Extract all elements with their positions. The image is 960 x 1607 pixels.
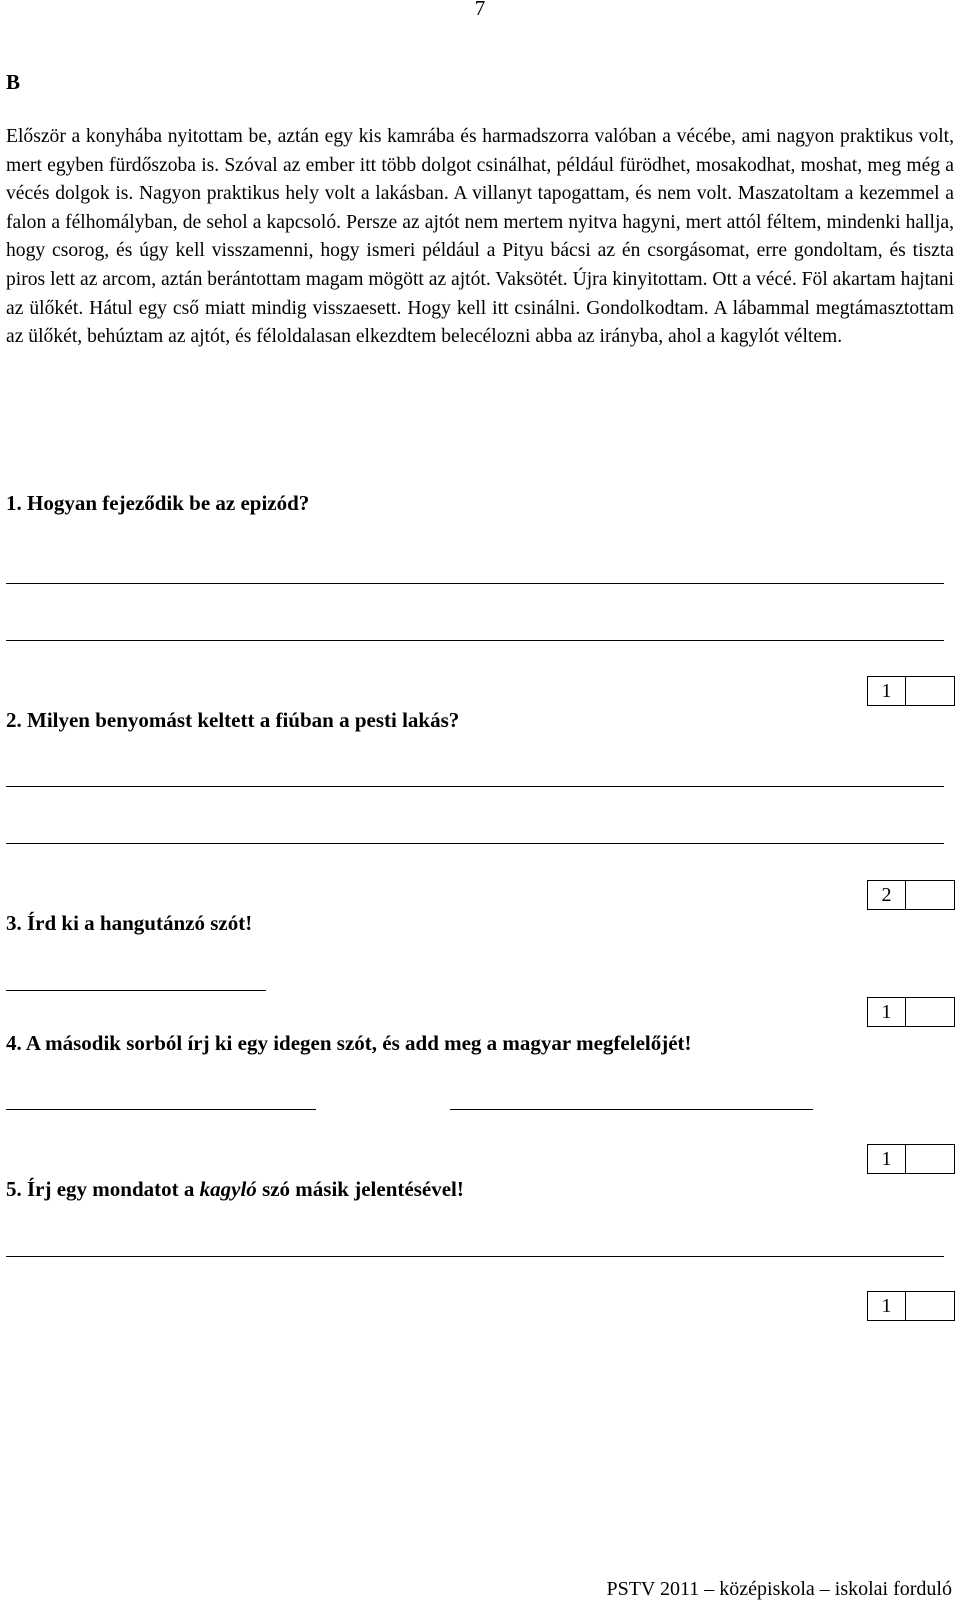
question-1: 1. Hogyan fejeződik be az epizód? [6,491,310,515]
answer-line[interactable] [6,640,944,641]
page-number: 7 [474,0,486,20]
question-4: 4. A második sorból írj ki egy idegen szót, és add meg a magyar megfelelőjét! [6,1031,692,1055]
score-field[interactable] [906,677,954,705]
max-points: 1 [868,1145,906,1173]
score-field[interactable] [906,1145,954,1173]
score-field[interactable] [906,998,954,1026]
max-points: 1 [868,677,906,705]
question-5 [6,1177,464,1202]
score-field[interactable] [906,1292,954,1320]
answer-line[interactable] [6,990,266,991]
answer-line[interactable] [6,786,944,787]
question-5-text: 5. Írj egy mondatot a [6,1177,200,1201]
answer-line[interactable] [6,583,944,584]
question-2: 2. Milyen benyomást keltett a fiúban a pesti lakás? [6,708,460,732]
answer-line[interactable] [6,1256,944,1257]
section-title: B [6,70,21,94]
answer-line[interactable] [6,843,944,844]
max-points: 2 [868,881,906,909]
score-box [867,997,955,1027]
answer-line-foreign-word[interactable] [6,1109,316,1110]
score-box [867,1144,955,1174]
score-box [867,676,955,706]
score-box [867,1291,955,1321]
max-points: 1 [868,1292,906,1320]
score-field[interactable] [906,881,954,909]
question-5-text: szó másik jelentésével! [256,1177,464,1201]
question-5-italic-word: kagyló [199,1177,257,1201]
reading-passage: Először a konyhába nyitottam be, aztán egy kis kamrába és harmadszorra valóban a vécébe, ami nagyon praktikus volt, mert egyben fürdőszoba is. Szóval az ember itt több dolgot csinálhat, például fürödhet, mosakodhat, moshat, meg még a vécés dolgok is. Nagyon praktikus hely volt a lakásban. A villanyt tapogattam, és nem volt. Maszatoltam a kezemmel a falon a félhomályban, de sehol a kapcsoló. Persze az ajtót nem mertem nyitva hagyni, mert attól féltem, mindenki hallja, hogy csorog, és úgy kell visszamenni, hogy ismeri például a Pityu bácsi az én csorgásomat, erre gondoltam, és tiszta piros lett az arcom, aztán berántottam magam mögött az ajtót. Vaksötét. Újra kinyitottam. Ott a vécé. Föl akartam hajtani az ülőkét. Hátul egy cső miatt mindig visszaesett. Hogy kell itt csinálni. Gondolkodtam. A lábammal megtámasztottam az ülőkét, behúztam az ajtót, és féloldalasan elkezdtem belecélozni abba az irányba, ahol a kagylót véltem. [6,126,954,348]
answer-line-hungarian-word[interactable] [450,1109,813,1110]
page-footer: PSTV 2011 – középiskola – iskolai forduló [606,1578,952,1600]
max-points: 1 [868,998,906,1026]
score-box [867,880,955,910]
question-3: 3. Írd ki a hangutánzó szót! [6,911,253,935]
